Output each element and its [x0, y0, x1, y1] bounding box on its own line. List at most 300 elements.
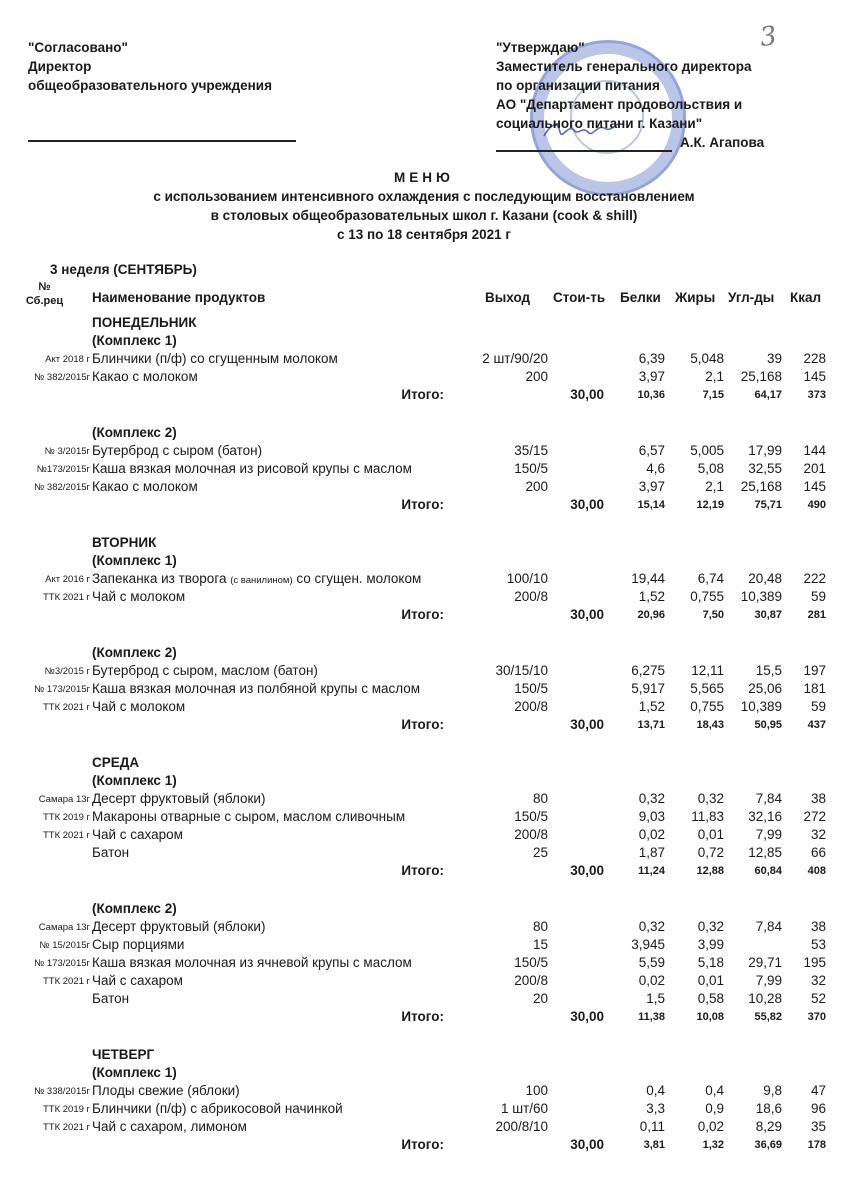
total-protein: 15,14 [637, 499, 665, 511]
section-gap [0, 624, 848, 644]
total-cost: 30,00 [570, 607, 604, 622]
output-value: 100/10 [506, 571, 548, 586]
protein-value: 0,11 [639, 1119, 665, 1134]
dish-name-note: (с ванилином) [230, 575, 293, 586]
output-value: 200/8 [514, 589, 548, 604]
kcal-value: 181 [803, 681, 826, 696]
col-recipe-number [22, 280, 67, 308]
recipe-code: № 3/2015г [44, 446, 90, 457]
table-row [0, 844, 848, 862]
fat-value: 0,02 [697, 1119, 724, 1134]
total-kcal: 281 [807, 609, 826, 621]
table-header [0, 277, 848, 317]
total-protein: 11,38 [638, 1011, 665, 1023]
protein-value: 6,39 [638, 351, 665, 366]
carbs-value: 29,71 [748, 955, 782, 970]
approver-company-2: социального питани г. Казани" [496, 116, 703, 131]
total-carbs: 60,84 [754, 865, 782, 877]
total-row [0, 496, 848, 514]
approver-title: Директор [28, 59, 92, 74]
section-gap [0, 404, 848, 424]
kcal-value: 52 [810, 991, 826, 1006]
dish-name-text: Каша вязкая молочная из рисовой крупы с маслом [92, 461, 412, 476]
kcal-value: 53 [810, 937, 826, 952]
fat-value: 0,755 [690, 699, 724, 714]
output-value: 150/5 [514, 955, 548, 970]
fat-value: 0,32 [697, 919, 724, 934]
complex-label: (Комплекс 2) [92, 901, 177, 916]
kcal-value: 38 [810, 919, 826, 934]
kcal-value: 96 [810, 1101, 826, 1116]
approval-block-left [28, 38, 296, 142]
kcal-value: 228 [803, 351, 826, 366]
protein-value: 3,97 [638, 479, 665, 494]
carbs-value: 7,99 [755, 973, 782, 988]
protein-value: 1,52 [638, 699, 665, 714]
table-row [0, 826, 848, 844]
protein-value: 1,5 [646, 991, 665, 1006]
total-label: Итого: [401, 1009, 444, 1024]
carbs-value: 32,16 [748, 809, 782, 824]
dish-name [92, 844, 129, 862]
protein-value: 1,52 [638, 589, 665, 604]
fat-value: 0,58 [697, 991, 724, 1006]
recipe-code: ТТК 2021 г [42, 830, 90, 841]
carbs-value: 7,99 [755, 827, 782, 842]
kcal-value: 35 [810, 1119, 826, 1134]
complex-heading [0, 644, 848, 662]
output-value: 35/15 [514, 443, 548, 458]
kcal-value: 195 [803, 955, 826, 970]
output-value: 20 [532, 991, 548, 1006]
protein-value: 19,44 [631, 571, 665, 586]
total-carbs: 75,71 [754, 499, 782, 511]
approved-label: "Утверждаю" [496, 40, 585, 55]
dish-name [92, 918, 265, 936]
dish-name [92, 478, 198, 496]
total-carbs: 30,87 [754, 609, 782, 621]
table-row [0, 588, 848, 606]
dish-name [92, 460, 412, 478]
fat-value: 2,1 [705, 369, 724, 384]
recipe-code: № 382/2015г [34, 372, 90, 383]
table-row [0, 918, 848, 936]
kcal-value: 38 [810, 791, 826, 806]
dish-name [92, 698, 185, 716]
complex-label: (Комплекс 1) [92, 773, 177, 788]
kcal-value: 59 [810, 699, 826, 714]
total-row [0, 1008, 848, 1026]
dish-name [92, 936, 184, 954]
table-row [0, 1082, 848, 1100]
total-kcal: 373 [807, 389, 826, 401]
total-kcal: 178 [807, 1139, 826, 1151]
fat-value: 0,755 [690, 589, 724, 604]
col-num-symbol: № [38, 281, 51, 293]
recipe-code: Самара 13г [38, 922, 90, 933]
col-carbs: Угл-ды [728, 290, 775, 305]
protein-value: 3,97 [638, 369, 665, 384]
total-protein: 10,36 [637, 389, 665, 401]
title-line-2: в столовых общеобразовательных школ г. Казани (cook & shill) [210, 208, 638, 223]
output-value: 200 [525, 369, 548, 384]
dish-name [92, 442, 262, 460]
total-row [0, 386, 848, 404]
dish-name-text: Чай с сахаром, лимоном [92, 1119, 247, 1134]
fat-value: 0,4 [705, 1083, 724, 1098]
total-cost: 30,00 [570, 863, 604, 878]
table-row [0, 790, 848, 808]
table-row [0, 936, 848, 954]
dish-name-text: Батон [92, 991, 130, 1006]
col-name: Наименование продуктов [92, 290, 266, 305]
fat-value: 5,565 [690, 681, 724, 696]
total-label: Итого: [401, 717, 444, 732]
dish-name-text: Батон [92, 845, 130, 860]
output-value: 150/5 [514, 461, 548, 476]
output-value: 200/8 [514, 973, 548, 988]
total-label: Итого: [401, 863, 444, 878]
carbs-value: 12,85 [748, 845, 782, 860]
recipe-code: №3/2015 г [44, 666, 90, 677]
signatory-name: А.К. Агапова [680, 135, 765, 150]
total-row [0, 716, 848, 734]
day-heading [0, 534, 848, 552]
total-carbs: 50,95 [754, 719, 782, 731]
total-fat: 7,50 [702, 609, 724, 621]
output-value: 200 [525, 479, 548, 494]
dish-name-text: Блинчики (п/ф) со сгущенным молоком [92, 351, 338, 366]
total-row [0, 606, 848, 624]
document-title [0, 168, 848, 244]
dish-name-text: Плоды свежие (яблоки) [92, 1083, 240, 1098]
fat-value: 0,01 [697, 973, 724, 988]
table-row [0, 1100, 848, 1118]
complex-heading [0, 772, 848, 790]
fat-value: 0,72 [697, 845, 724, 860]
dish-name [92, 662, 318, 680]
output-value: 100 [525, 1083, 548, 1098]
approver-company: АО "Департамент продовольствия и [496, 97, 743, 112]
approval-label: "Согласовано" [28, 40, 128, 55]
dish-name [92, 350, 338, 368]
protein-value: 3,3 [646, 1101, 665, 1116]
protein-value: 3,945 [631, 937, 665, 952]
dish-name-text: Десерт фруктовый (яблоки) [92, 791, 266, 806]
total-label: Итого: [401, 607, 444, 622]
fat-value: 12,11 [691, 663, 724, 678]
output-value: 80 [532, 919, 548, 934]
total-cost: 30,00 [570, 387, 604, 402]
carbs-value: 10,28 [748, 991, 782, 1006]
dish-name [92, 954, 412, 972]
title-menu: МЕНЮ [394, 170, 454, 185]
col-num-label: Сб.рец [25, 295, 64, 307]
complex-heading [0, 332, 848, 350]
output-value: 150/5 [514, 681, 548, 696]
approver-position: Заместитель генерального директора [496, 59, 752, 74]
total-kcal: 490 [807, 499, 826, 511]
fat-value: 3,99 [697, 937, 724, 952]
col-output: Выход [485, 290, 531, 305]
recipe-code: № 15/2015г [39, 940, 90, 951]
total-cost: 30,00 [570, 717, 604, 732]
total-label: Итого: [401, 1137, 444, 1152]
recipe-code: ТТК 2019 г [42, 812, 90, 823]
kcal-value: 197 [803, 663, 826, 678]
complex-label: (Комплекс 1) [92, 333, 177, 348]
protein-value: 0,32 [638, 919, 665, 934]
total-cost: 30,00 [570, 497, 604, 512]
carbs-value: 25,168 [740, 369, 782, 384]
output-value: 30/15/10 [495, 663, 548, 678]
kcal-value: 144 [803, 443, 826, 458]
col-cost: Стои-ть [553, 290, 606, 305]
menu-table-body [0, 314, 848, 1154]
total-protein: 11,24 [638, 865, 665, 877]
table-row [0, 442, 848, 460]
table-row [0, 1118, 848, 1136]
output-value: 80 [532, 791, 548, 806]
section-gap [0, 1026, 848, 1046]
total-carbs: 64,17 [754, 389, 782, 401]
kcal-value: 145 [803, 369, 826, 384]
total-fat: 12,88 [696, 865, 724, 877]
protein-value: 0,02 [638, 827, 665, 842]
dish-name-text: Блинчики (п/ф) с абрикосовой начинкой [92, 1101, 343, 1116]
recipe-code: Акт 2018 г [45, 354, 90, 365]
output-value: 200/8 [514, 699, 548, 714]
protein-value: 6,57 [638, 443, 665, 458]
total-label: Итого: [401, 497, 444, 512]
kcal-value: 201 [803, 461, 826, 476]
carbs-value: 32,55 [748, 461, 782, 476]
output-value: 200/8 [514, 827, 548, 842]
dish-name [92, 570, 421, 590]
dish-name [92, 972, 183, 990]
day-name: ВТОРНИК [92, 535, 157, 550]
total-protein: 13,71 [637, 719, 665, 731]
day-heading [0, 314, 848, 332]
recipe-code: №173/2015г [36, 464, 90, 475]
carbs-value: 10,389 [740, 589, 782, 604]
section-gap [0, 734, 848, 754]
dish-name [92, 588, 185, 606]
approver-org: общеобразовательного учреждения [28, 78, 272, 93]
fat-value: 0,9 [705, 1101, 724, 1116]
carbs-value: 8,29 [755, 1119, 782, 1134]
fat-value: 5,048 [690, 351, 724, 366]
protein-value: 5,59 [638, 955, 665, 970]
dish-name-text: Чай с сахаром [92, 973, 183, 988]
table-row [0, 808, 848, 826]
approval-block-right [496, 38, 764, 152]
recipe-code: ТТК 2021 г [42, 702, 90, 713]
dish-name [92, 808, 405, 826]
output-value: 150/5 [514, 809, 548, 824]
day-name: ПОНЕДЕЛЬНИК [92, 315, 197, 330]
dish-name-text: Чай с молоком [92, 699, 186, 714]
total-carbs: 36,69 [754, 1139, 782, 1151]
kcal-value: 145 [803, 479, 826, 494]
dish-name-text: Бутерброд с сыром, маслом (батон) [92, 663, 318, 678]
dish-name-text: Макароны отварные с сыром, маслом сливочным [92, 809, 406, 824]
recipe-code: Самара 13г [38, 794, 90, 805]
dish-name [92, 680, 420, 698]
total-kcal: 437 [807, 719, 826, 731]
table-row [0, 368, 848, 386]
complex-label: (Комплекс 2) [92, 425, 177, 440]
recipe-code: ТТК 2019 г [42, 1104, 90, 1115]
dish-name-text: Запеканка из творога [92, 571, 227, 586]
kcal-value: 32 [810, 973, 826, 988]
protein-value: 5,917 [631, 681, 665, 696]
complex-label: (Комплекс 2) [92, 645, 177, 660]
protein-value: 0,02 [638, 973, 665, 988]
recipe-code: № 382/2015г [34, 482, 90, 493]
carbs-value: 10,389 [740, 699, 782, 714]
carbs-value: 17,99 [748, 443, 782, 458]
kcal-value: 66 [810, 845, 826, 860]
recipe-code: ТТК 2021 г [42, 976, 90, 987]
fat-value: 0,01 [697, 827, 724, 842]
kcal-value: 272 [803, 809, 826, 824]
protein-value: 6,275 [631, 663, 665, 678]
section-gap [0, 514, 848, 534]
section-gap [0, 880, 848, 900]
day-heading [0, 754, 848, 772]
title-line-1: с использованием интенсивного охлаждения с последующим восстановлением [153, 189, 695, 204]
protein-value: 4,6 [646, 461, 665, 476]
complex-heading [0, 1064, 848, 1082]
kcal-value: 32 [810, 827, 826, 842]
dish-name [92, 990, 129, 1008]
carbs-value: 9,8 [763, 1083, 782, 1098]
total-label: Итого: [401, 387, 444, 402]
dish-name-text: Чай с молоком [92, 589, 186, 604]
dish-name-text: Сыр порциями [92, 937, 185, 952]
protein-value: 0,32 [638, 791, 665, 806]
page-number: 3 [757, 20, 779, 54]
dish-name [92, 1118, 247, 1136]
total-cost: 30,00 [570, 1009, 604, 1024]
dish-name-text: Каша вязкая молочная из полбяной крупы с маслом [92, 681, 421, 696]
total-cost: 30,00 [570, 1137, 604, 1152]
approver-position-2: по организации питания [496, 78, 660, 93]
table-row [0, 680, 848, 698]
dish-name-text: Каша вязкая молочная из ячневой крупы с маслом [92, 955, 412, 970]
table-row [0, 990, 848, 1008]
fat-value: 6,74 [697, 571, 724, 586]
protein-value: 0,4 [646, 1083, 665, 1098]
kcal-value: 222 [803, 571, 826, 586]
carbs-value: 25,168 [740, 479, 782, 494]
complex-heading [0, 900, 848, 918]
complex-label: (Комплекс 1) [92, 553, 177, 568]
dish-name-text: Какао с молоком [92, 369, 198, 384]
kcal-value: 59 [810, 589, 826, 604]
dish-name-text: Бутерброд с сыром (батон) [92, 443, 263, 458]
day-name: СРЕДА [92, 755, 140, 770]
week-label: 3 неделя (СЕНТЯБРЬ) [50, 262, 197, 277]
total-kcal: 370 [807, 1011, 826, 1023]
dish-name-tail: со сгущен. молоком [296, 571, 422, 586]
carbs-value: 25,06 [748, 681, 782, 696]
complex-heading [0, 552, 848, 570]
carbs-value: 15,5 [755, 663, 782, 678]
signature-line [28, 140, 296, 142]
col-kcal: Ккал [790, 290, 822, 305]
total-fat: 7,15 [702, 389, 724, 401]
table-row [0, 478, 848, 496]
recipe-code: ТТК 2021 г [42, 1122, 90, 1133]
recipe-code: № 173/2015г [34, 684, 90, 695]
table-row [0, 460, 848, 478]
table-row [0, 954, 848, 972]
output-value: 1 шт/60 [500, 1101, 548, 1116]
signature-line [496, 136, 672, 152]
carbs-value: 7,84 [755, 919, 782, 934]
day-name: ЧЕТВЕРГ [92, 1047, 155, 1062]
output-value: 25 [532, 845, 548, 860]
recipe-code: № 338/2015г [34, 1086, 90, 1097]
signature-row [496, 133, 764, 152]
output-value: 200/8/10 [495, 1119, 548, 1134]
total-protein: 20,96 [637, 609, 665, 621]
carbs-value: 39 [766, 351, 782, 366]
dish-name [92, 790, 265, 808]
fat-value: 0,32 [697, 791, 724, 806]
total-fat: 1,32 [702, 1139, 724, 1151]
dish-name-text: Чай с сахаром [92, 827, 183, 842]
total-fat: 10,08 [696, 1011, 724, 1023]
fat-value: 5,005 [690, 443, 724, 458]
fat-value: 5,18 [697, 955, 724, 970]
title-date-range: с 13 по 18 сентября 2021 г [336, 227, 512, 242]
output-value: 2 шт/90/20 [482, 351, 548, 366]
kcal-value: 47 [810, 1083, 826, 1098]
day-heading [0, 1046, 848, 1064]
dish-name [92, 368, 198, 386]
col-protein: Белки [620, 290, 661, 305]
fat-value: 5,08 [697, 461, 724, 476]
dish-name [92, 826, 183, 844]
fat-value: 11,83 [691, 809, 724, 824]
recipe-code: ТТК 2021 г [42, 592, 90, 603]
protein-value: 1,87 [638, 845, 665, 860]
dish-name [92, 1100, 343, 1118]
table-row [0, 972, 848, 990]
total-kcal: 408 [807, 865, 826, 877]
total-carbs: 55,82 [754, 1011, 782, 1023]
carbs-value: 18,6 [755, 1101, 782, 1116]
total-fat: 18,43 [696, 719, 724, 731]
dish-name-text: Какао с молоком [92, 479, 198, 494]
dish-name-text: Десерт фруктовый (яблоки) [92, 919, 266, 934]
recipe-code: Акт 2016 г [45, 574, 90, 585]
table-row [0, 662, 848, 680]
fat-value: 2,1 [705, 479, 724, 494]
recipe-code: № 173/2015г [34, 958, 90, 969]
total-protein: 3,81 [643, 1139, 665, 1151]
total-row [0, 1136, 848, 1154]
carbs-value: 7,84 [755, 791, 782, 806]
complex-label: (Комплекс 1) [92, 1065, 177, 1080]
total-fat: 12,19 [696, 499, 724, 511]
col-fat: Жиры [675, 290, 716, 305]
total-row [0, 862, 848, 880]
complex-heading [0, 424, 848, 442]
